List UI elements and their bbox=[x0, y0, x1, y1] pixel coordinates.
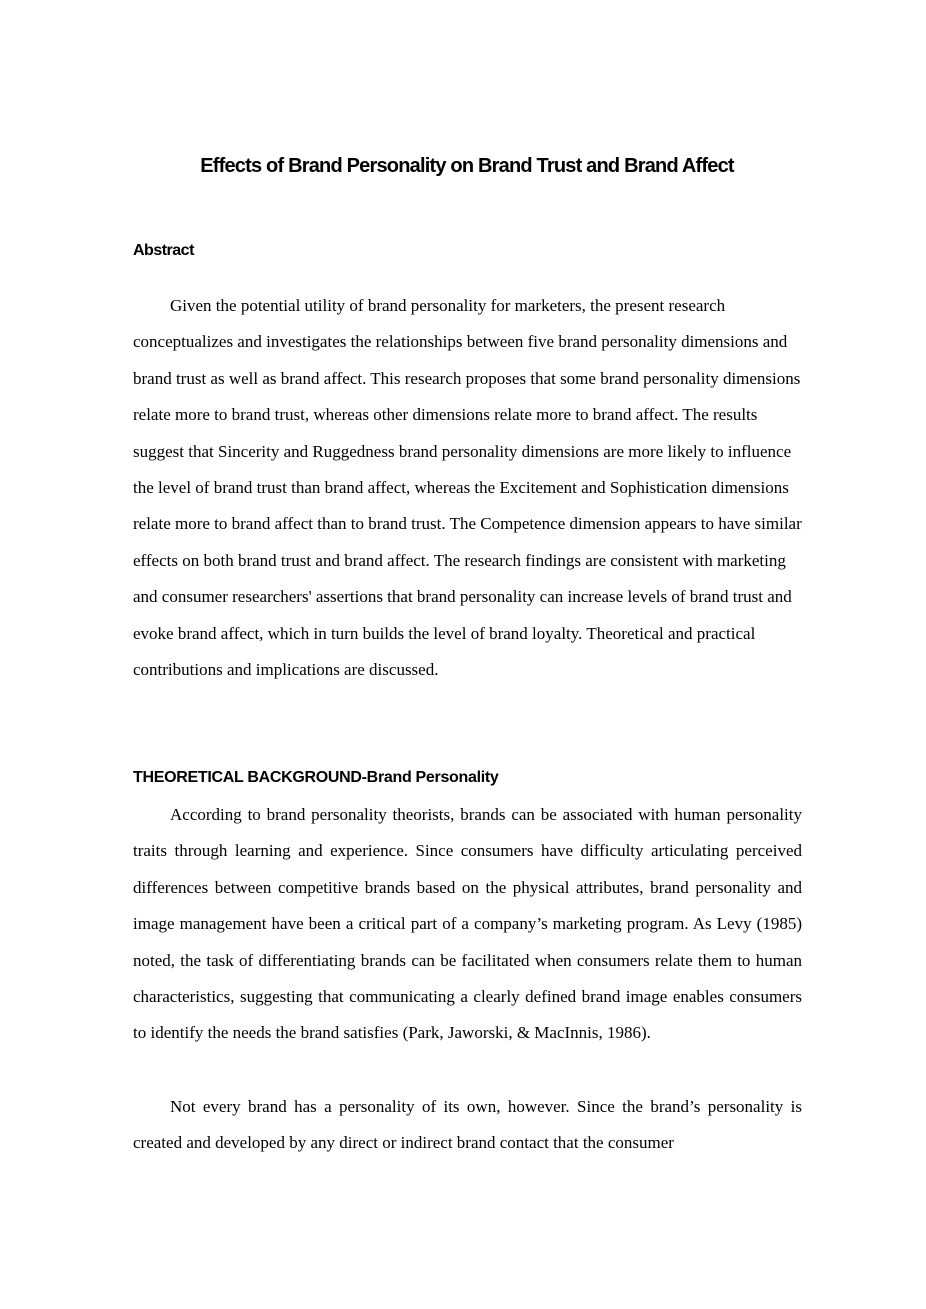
section-heading: THEORETICAL BACKGROUND-Brand Personality bbox=[133, 769, 499, 786]
abstract-heading: Abstract bbox=[133, 242, 194, 259]
body-paragraph: According to brand personality theorists, brands can be associated with human personality traits through learning and experience. Since consumers have difficulty articulating perceived differences between competitive brands based on the physical attributes, brand personality and image management have been a critical part of a company’s marketing program. As Levy (1985) noted, the task of differentiating brands can be facilitated when consumers relate them to human characteristics, suggesting that communicating a clearly defined brand image enables consumers to identify the needs the brand satisfies (Park, Jaworski, & MacInnis, 1986). bbox=[133, 805, 802, 1043]
abstract-paragraph: Given the potential utility of brand personality for marketers, the present research conceptualizes and investigates the relationships between five brand personality dimensions and brand trust as well as brand affect. This research proposes that some brand personality dimensions relate more to brand trust, whereas other dimensions relate more to brand affect. The results suggest that Sincerity and Ruggedness brand personality dimensions are more likely to influence the level of brand trust than brand affect, whereas the Excitement and Sophistication dimensions relate more to brand affect than to brand trust. The Competence dimension appears to have similar effects on both brand trust and brand affect. The research findings are consistent with marketing and consumer researchers' assertions that brand personality can increase levels of brand trust and evoke brand affect, which in turn builds the level of brand loyalty. Theoretical and practical contributions and implications are discussed. bbox=[133, 296, 802, 680]
body-paragraph: Not every brand has a personality of its own, however. Since the brand’s personality is created and developed by any direct or indirect brand contact that the consumer bbox=[133, 1097, 802, 1153]
paper-title: Effects of Brand Personality on Brand Trust and Brand Affect bbox=[200, 155, 734, 177]
